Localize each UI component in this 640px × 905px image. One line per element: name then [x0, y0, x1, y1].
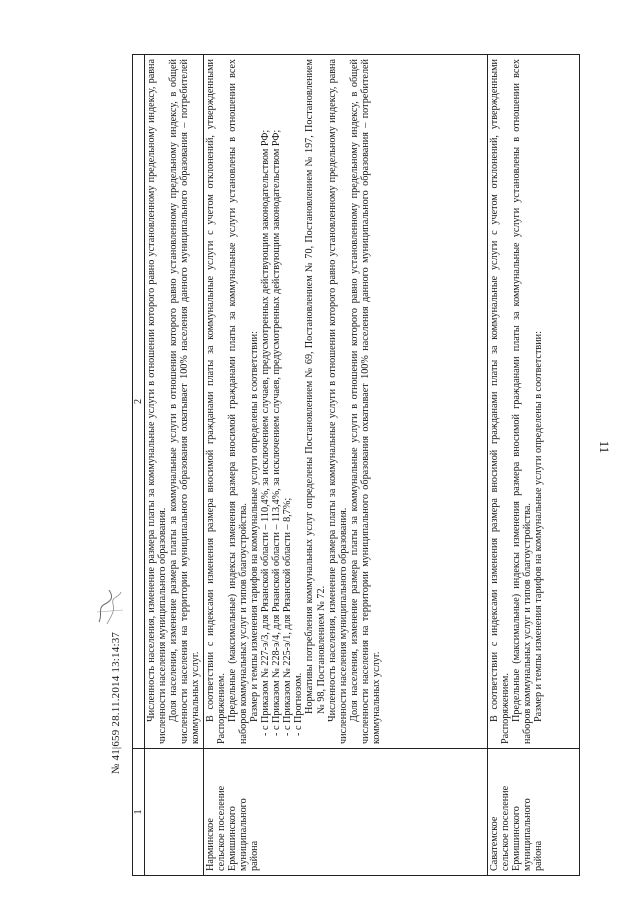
cell-description [487, 55, 579, 749]
cell-settlement-name [203, 749, 487, 876]
paragraph: В соответствии с индексами изменения размера вносимой гражданами платы за коммунальные услуги с учетом отклонений, утвержденными Распоряжением. [204, 59, 227, 744]
name-line: Ермишинского [226, 806, 238, 871]
paragraph: Предельные (максимальные) индексы изменения размера вносимой гражданами платы за коммунальные услуги установлены в отношении всех наборов коммунальных услуг и типов благоустройства. [226, 59, 249, 744]
header-col-2: 2 [133, 55, 145, 749]
paragraph: Численность населения, изменение размера платы за коммунальные услуги в отношении которого равно установленному предельному индексу, равна численности населения муниципального образования. [146, 59, 169, 744]
list-item: - с Приказом № 225-э/1, для Рязанской области – 8,7%; [282, 497, 294, 736]
rotated-table-sheet [132, 54, 580, 876]
paragraph: Доля населения, изменение размера платы за коммунальные услуги в отношении которого равно установленному предельному индексу, в общей численности населения на территории муниципального образования охватывает 100% населения данного муниципального образования – потребителей коммунальных услуг. [348, 59, 382, 744]
paragraph: Доля населения, изменение размера платы за коммунальные услуги в отношении которого равно установленному предельному индексу, в общей численности населения на территории муниципального образования охватывает 100% населения данного муниципального образования – потребителей коммунальных услуг. [168, 59, 202, 744]
name-line: муниципального [522, 798, 534, 871]
paragraph: Нормативы потребления коммунальных услуг определены Постановлением № 69, Постановлением № 70, Постановлением № 197, Постановлением № 98, Постановлением № 72. [304, 59, 327, 714]
paragraph: В соответствии с индексами изменения размера вносимой гражданами платы за коммунальные услуги с учетом отклонений, утвержденными Распоряжением. [488, 59, 511, 744]
signature-mark [93, 586, 127, 626]
table-header-row [133, 55, 145, 876]
name-line: Ермишинского [511, 806, 523, 871]
paragraph: Размер и темпы изменения тарифов на коммунальные услуги определены в соответствии: [533, 331, 545, 722]
cell-settlement-name [487, 749, 579, 876]
registration-stamp: № 41|659 28.11.2014 13:14:37 [110, 631, 122, 775]
table-row-narminskoe [203, 55, 487, 876]
list-item: - с Прогнозом. [293, 672, 305, 736]
name-line: сельское поселение [499, 785, 511, 871]
list-item: - с Приказом № 227-э/3, для Рязанской области – 110,4%, за исключением случаев, предусмотренных действующим законодательством РФ; [260, 129, 272, 736]
paragraph: Предельные (максимальные) индексы изменения размера вносимой гражданами платы за коммунальные услуги установлены в отношении всех наборов коммунальных услуг и типов благоустройства. [511, 59, 534, 744]
paragraph: Размер и темпы изменения тарифов на коммунальные услуги определены в соответствии: [248, 331, 260, 722]
name-line: Саватемское [488, 816, 500, 871]
name-line: муниципального [237, 798, 249, 871]
table-row-continuation [145, 55, 203, 876]
paragraph: Численность населения, изменение размера платы за коммунальные услуги в отношении которого равно установленному предельному индексу, равна численности населения муниципального образования. [326, 59, 349, 744]
name-line: сельское поселение [215, 785, 227, 871]
page-number: 11 [597, 440, 612, 454]
cell-description [203, 55, 487, 749]
header-col-1: 1 [133, 749, 145, 876]
list-item: - с Приказом № 228-э/4, для Рязанской области – 113,4%, за исключением случаев, предусмотренных действующим законодательством РФ; [271, 129, 283, 736]
tariff-table [132, 54, 580, 876]
cell-continuation-text [145, 55, 203, 749]
name-line: района [533, 840, 545, 871]
cell-empty [145, 749, 203, 876]
name-line: Нарминское [204, 818, 216, 871]
name-line: района [248, 840, 260, 871]
table-row-savatemskoe [487, 55, 579, 876]
